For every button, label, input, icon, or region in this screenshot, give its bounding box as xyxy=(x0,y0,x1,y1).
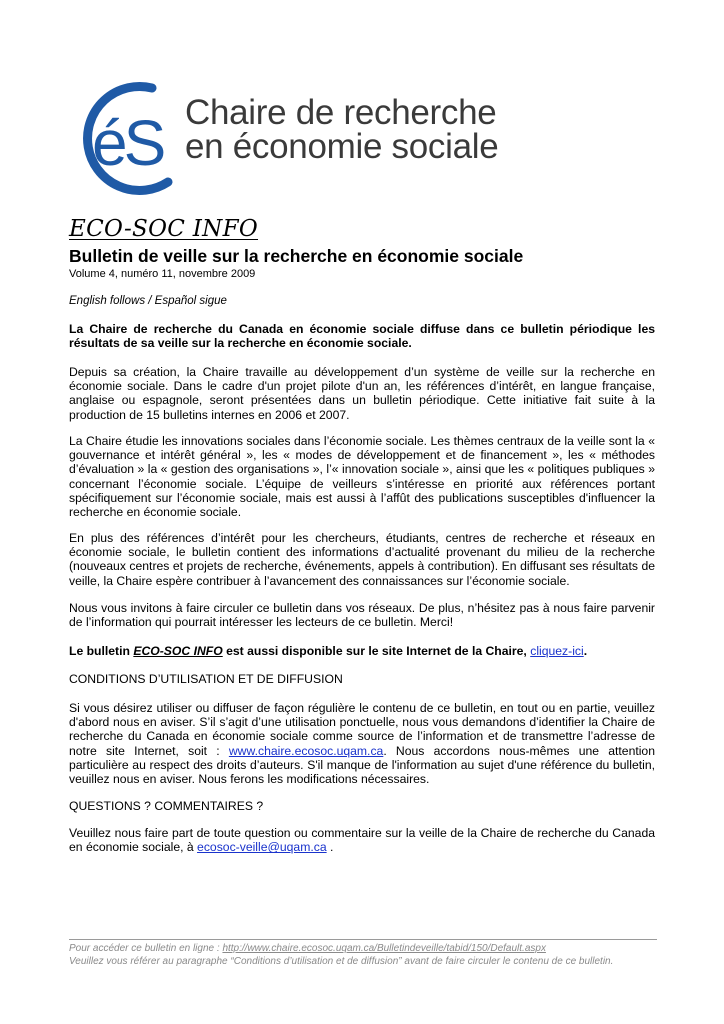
footer-online-line xyxy=(69,943,655,955)
history-paragraph: Depuis sa création, la Chaire travaille au développement d’un système de veille sur la recherche en économie sociale. Dans le cadre d'un projet pilote d'un an, les références d’intérêt, en langue française, anglaise ou espagnole, seront présentées dans un bulletin périodique. Cette initiative fait suite à la production de 15 bulletins internes en 2006 et 2007. xyxy=(69,365,655,422)
footer-online-link[interactable]: http://www.chaire.ecosoc.uqam.ca/Bulletindeveille/tabid/150/Default.aspx xyxy=(222,943,546,954)
conditions-heading: CONDITIONS D’UTILISATION ET DE DIFFUSION xyxy=(69,672,343,686)
bulletin-title: ECO-SOC INFO xyxy=(69,216,259,242)
bulletin-subtitle: Bulletin de veille sur la recherche en économie sociale xyxy=(69,246,524,266)
themes-paragraph: La Chaire étudie les innovations sociales dans l’économie sociale. Les thèmes centraux de la veille sont la « gouvernance et intérêt général », les « modes de développement et de financement », les « méthodes d’évaluation » la « gestion des organisations », l’« innovation sociale », ainsi que les « politiques publiques » concernant l’économie sociale. L’équipe de veilleurs s’intéresse en priorité aux références portant spécifiquement sur l’économie sociale, mais est aussi à l’affût des publications susceptibles d'influencer la recherche en économie sociale. xyxy=(69,434,655,520)
invitation-paragraph: Nous vous invitons à faire circuler ce bulletin dans vos réseaux. De plus, n’hésitez pas à nous faire parvenir de l’information qui pourrait intéresser les lecteurs de ce bulletin. Merci! xyxy=(69,601,655,630)
contact-text-post: . xyxy=(326,840,334,855)
es-logo-letters: éS xyxy=(92,107,163,179)
availability-end: . xyxy=(583,644,588,658)
language-note: English follows / Español sigue xyxy=(69,295,227,307)
issue-info: Volume 4, numéro 11, novembre 2009 xyxy=(69,268,256,280)
footer-online-pre: Pour accéder ce bulletin en ligne : xyxy=(69,943,223,954)
email-link[interactable]: ecosoc-veille@uqam.ca xyxy=(197,840,327,855)
availability-mid: est aussi disponible sur le site Internet de la Chaire, xyxy=(222,644,531,658)
intro-paragraph: La Chaire de recherche du Canada en économie sociale diffuse dans ce bulletin périodique les résultats de sa veille sur la recherche en économie sociale. xyxy=(69,322,655,351)
availability-title: ECO-SOC INFO xyxy=(133,644,223,658)
conditions-text-pre: Si vous désirez utiliser ou diffuser de façon régulière le contenu de ce bulletin, en tout ou en partie, veuillez d'abord nous en aviser. S’il s’agit d’une utilisation ponctuelle, nous vous demandons d’identifier la Chaire de recherche du Canada en économie sociale comme source de l’information et de transmettre l’adresse de notre site Internet, soit : xyxy=(69,701,655,758)
content-paragraph: En plus des références d’intérêt pour les chercheurs, étudiants, centres de recherche et réseaux en économie sociale, le bulletin contient des informations d’actualité provenant du milieu de la recherche (nouveaux centres et projets de recherche, événements, appels à contribution). En diffusant ses résultats de veille, la Chaire espère contribuer à l’avancement des connaissances sur l’économie sociale. xyxy=(69,531,655,588)
availability-paragraph xyxy=(69,644,655,658)
logo-line-1: Chaire de recherche xyxy=(185,93,497,132)
conditions-text-post: . Nous accordons nous-mêmes une attention particulière au respect des droits d’auteurs. S'il manque de l'information au sujet d'une référence du bulletin, veuillez nous en aviser. Nous ferons les modifications nécessaires. xyxy=(69,743,655,787)
footer-divider xyxy=(69,939,657,940)
es-logo-mark xyxy=(72,70,184,200)
website-link[interactable]: www.chaire.ecosoc.uqam.ca xyxy=(228,743,384,758)
chaire-logo xyxy=(72,70,502,200)
footer-conditions-note: Veuillez vous référer au paragraphe “Conditions d’utilisation et de diffusion” avant de faire circuler le contenu de ce bulletin. xyxy=(69,956,614,967)
logo-wordmark xyxy=(185,93,499,166)
contact-paragraph xyxy=(69,826,655,854)
click-here-link[interactable]: cliquez-ici xyxy=(530,644,584,658)
conditions-paragraph xyxy=(69,701,655,786)
questions-heading: QUESTIONS ? COMMENTAIRES ? xyxy=(69,799,264,813)
logo-line-2: en économie sociale xyxy=(185,127,499,166)
contact-text-pre: Veuillez nous faire part de toute question ou commentaire sur la veille de la Chaire de recherche du Canada en économie sociale, à xyxy=(69,826,655,855)
availability-pre: Le bulletin xyxy=(69,644,134,658)
